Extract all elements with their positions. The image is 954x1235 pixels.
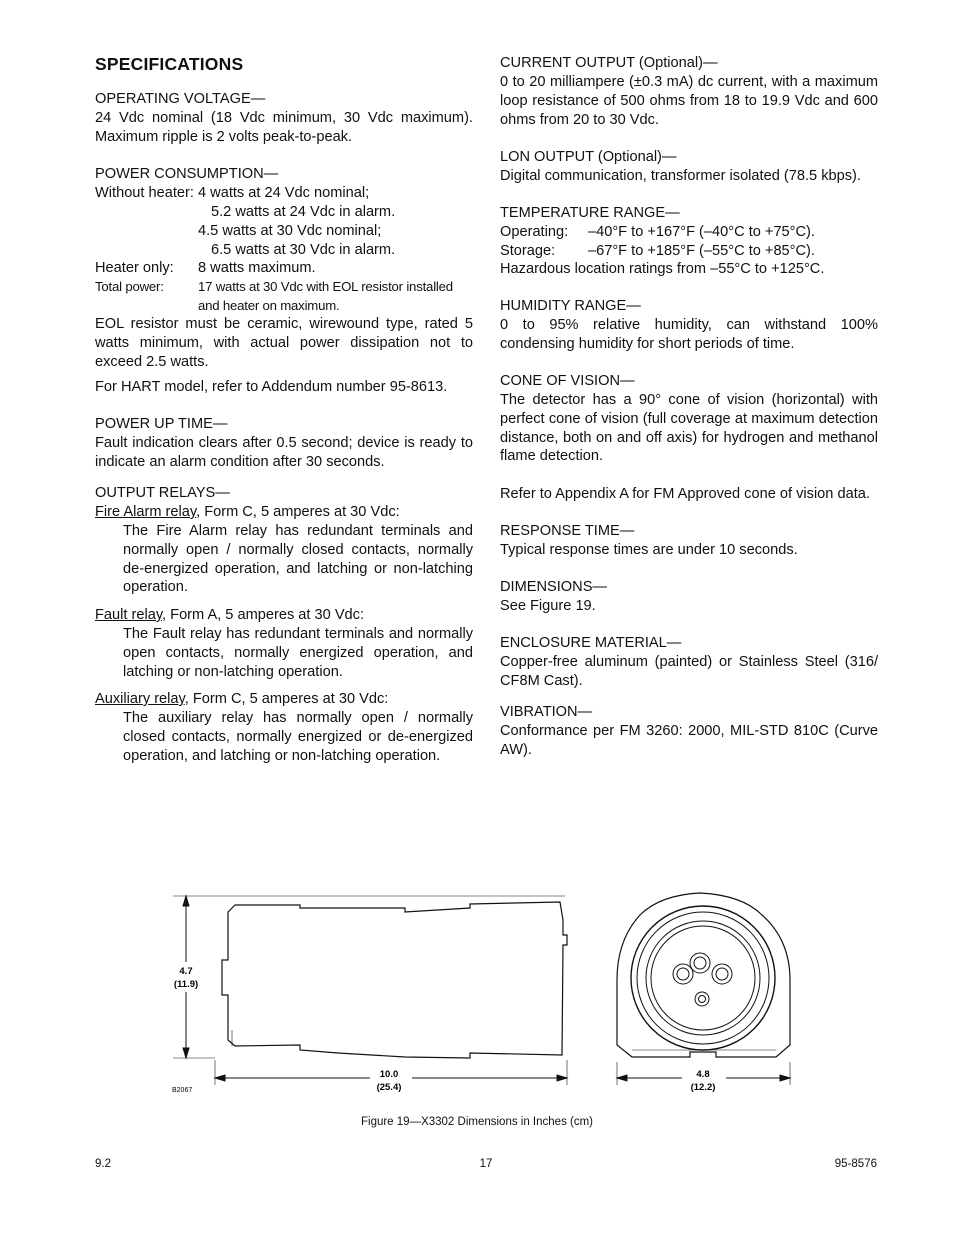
lon-output-heading: LON OUTPUT (Optional)—: [500, 149, 677, 165]
front-ring-2: [637, 912, 769, 1044]
operating-voltage-line2: Maximum ripple is 2 volts peak-to-peak.: [95, 129, 353, 145]
total-power-value-2: and heater on maximum.: [198, 298, 340, 313]
height-cm: (11.9): [173, 979, 199, 990]
window-top-outer: [690, 953, 710, 973]
auxiliary-relay-spec: , Form C, 5 amperes at 30 Vdc:: [184, 691, 389, 707]
cone-of-vision-text: The detector has a 90° cone of vision (horizontal) with perfect cone of vision (full coverage at maximum detection distance, both on and off axis) for hydrogen and methanol flame detection.: [500, 392, 878, 465]
footer-document-number: 95-8576: [834, 1158, 877, 1170]
width-inches: 4.8: [696, 1069, 710, 1080]
window-top-inner: [694, 957, 706, 969]
fault-relay-label: Fault relay: [95, 607, 163, 623]
page-title: SPECIFICATIONS: [95, 54, 244, 74]
enclosure-heading: ENCLOSURE MATERIAL—: [500, 635, 682, 651]
width-cm: (12.2): [690, 1082, 716, 1093]
window-right-outer: [712, 964, 732, 984]
window-bottom-inner: [699, 996, 706, 1003]
fire-alarm-relay-text: The Fire Alarm relay has redundant terminals and normally open / normally closed contacts, normally de-energized operation, and latching or non-latching operation.: [123, 523, 473, 596]
fire-alarm-relay-spec: , Form C, 5 amperes at 30 Vdc:: [196, 504, 400, 520]
lon-output-text: Digital communication, transformer isolated (78.5 kbps).: [500, 168, 861, 184]
fault-relay-spec: , Form A, 5 amperes at 30 Vdc:: [162, 607, 365, 623]
appendix-note: Refer to Appendix A for FM Approved cone of vision data.: [500, 486, 870, 502]
operating-temp-value: –40°F to +167°F (–40°C to +75°C).: [588, 224, 815, 240]
detector-side-outline: [222, 902, 567, 1058]
operating-voltage-line1: 24 Vdc nominal (18 Vdc minimum, 30 Vdc maximum).: [95, 110, 473, 126]
enclosure-text: Copper-free aluminum (painted) or Stainless Steel (316/ CF8M Cast).: [500, 654, 878, 689]
response-time-heading: RESPONSE TIME—: [500, 523, 635, 539]
height-inches: 4.7: [179, 966, 193, 977]
front-ring-outer: [631, 906, 775, 1050]
total-power-value-1: 17 watts at 30 Vdc with EOL resistor installed: [198, 279, 453, 294]
dimensions-text: See Figure 19.: [500, 598, 596, 614]
footer-page-number: 17: [479, 1158, 493, 1170]
detector-front-outline: [617, 893, 790, 1057]
humidity-heading: HUMIDITY RANGE—: [500, 298, 641, 314]
output-relays-heading: OUTPUT RELAYS—: [95, 485, 230, 501]
power-up-text: Fault indication clears after 0.5 second; device is ready to indicate an alarm condition after 30 seconds.: [95, 435, 473, 470]
heater-only-value: 8 watts maximum.: [198, 260, 316, 276]
dimensions-heading: DIMENSIONS—: [500, 579, 608, 595]
vibration-text: Conformance per FM 3260: 2000, MIL-STD 810C (Curve AW).: [500, 723, 878, 758]
length-inches: 10.0: [379, 1069, 399, 1080]
without-heater-label: Without heater:: [95, 185, 194, 201]
power-consumption-heading: POWER CONSUMPTION—: [95, 166, 279, 182]
vibration-heading: VIBRATION—: [500, 704, 593, 720]
without-heater-value-2: 5.2 watts at 24 Vdc in alarm.: [211, 204, 396, 220]
fault-relay-text: The Fault relay has redundant terminals and normally open contacts, normally energized operation, and latching or non-latching operation.: [123, 626, 473, 680]
height-arrow-top: [183, 896, 189, 906]
figure-caption: Figure 19—X3302 Dimensions in Inches (cm): [360, 1116, 594, 1128]
current-output-text: 0 to 20 milliampere (±0.3 mA) dc current, with a maximum loop resistance of 500 ohms from 18 to 19.9 Vdc and 600 ohms from 20 to 30 Vdc.: [500, 74, 878, 128]
heater-only-label: Heater only:: [95, 260, 174, 276]
front-ring-inner: [651, 926, 755, 1030]
operating-voltage-heading: OPERATING VOLTAGE—: [95, 91, 266, 107]
front-ring-3: [646, 921, 760, 1035]
eol-resistor-note: EOL resistor must be ceramic, wirewound type, rated 5 watts minimum, with actual power dissipation not to exceed 2.5 watts.: [95, 316, 473, 370]
total-power-label: Total power:: [95, 279, 164, 294]
width-arrow-left: [617, 1075, 627, 1081]
current-output-heading: CURRENT OUTPUT (Optional)—: [500, 55, 718, 71]
auxiliary-relay-label: Auxiliary relay: [95, 691, 185, 707]
drawing-id: B2067: [172, 1087, 193, 1094]
window-left-outer: [673, 964, 693, 984]
power-up-heading: POWER UP TIME—: [95, 416, 228, 432]
fire-alarm-relay-label: Fire Alarm relay: [95, 504, 197, 520]
cone-of-vision-heading: CONE OF VISION—: [500, 373, 635, 389]
humidity-text: 0 to 95% relative humidity, can withstand 100% condensing humidity for short periods of time.: [500, 317, 878, 352]
without-heater-value-3: 4.5 watts at 30 Vdc nominal;: [198, 223, 382, 239]
hazardous-rating-text: Hazardous location ratings from –55°C to +125°C.: [500, 261, 825, 277]
operating-temp-label: Operating:: [500, 224, 569, 240]
without-heater-value-1: 4 watts at 24 Vdc nominal;: [198, 185, 370, 201]
storage-temp-label: Storage:: [500, 243, 556, 259]
window-right-inner: [716, 968, 728, 980]
length-arrow-left: [215, 1075, 225, 1081]
temperature-heading: TEMPERATURE RANGE—: [500, 205, 680, 221]
height-arrow-bottom: [183, 1048, 189, 1058]
hart-model-note: For HART model, refer to Addendum number 95-8613.: [95, 379, 448, 395]
without-heater-value-4: 6.5 watts at 30 Vdc in alarm.: [211, 242, 396, 258]
response-time-text: Typical response times are under 10 seconds.: [500, 542, 798, 558]
length-cm: (25.4): [376, 1082, 402, 1093]
auxiliary-relay-text: The auxiliary relay has normally open / normally closed contacts, normally energized or de-energized operation, and latching or non-latching operation.: [123, 710, 473, 764]
storage-temp-value: –67°F to +185°F (–55°C to +85°C).: [588, 243, 815, 259]
footer-revision: 9.2: [95, 1158, 111, 1170]
window-left-inner: [677, 968, 689, 980]
length-arrow-right: [557, 1075, 567, 1081]
window-bottom-outer: [695, 992, 709, 1006]
width-arrow-right: [780, 1075, 790, 1081]
